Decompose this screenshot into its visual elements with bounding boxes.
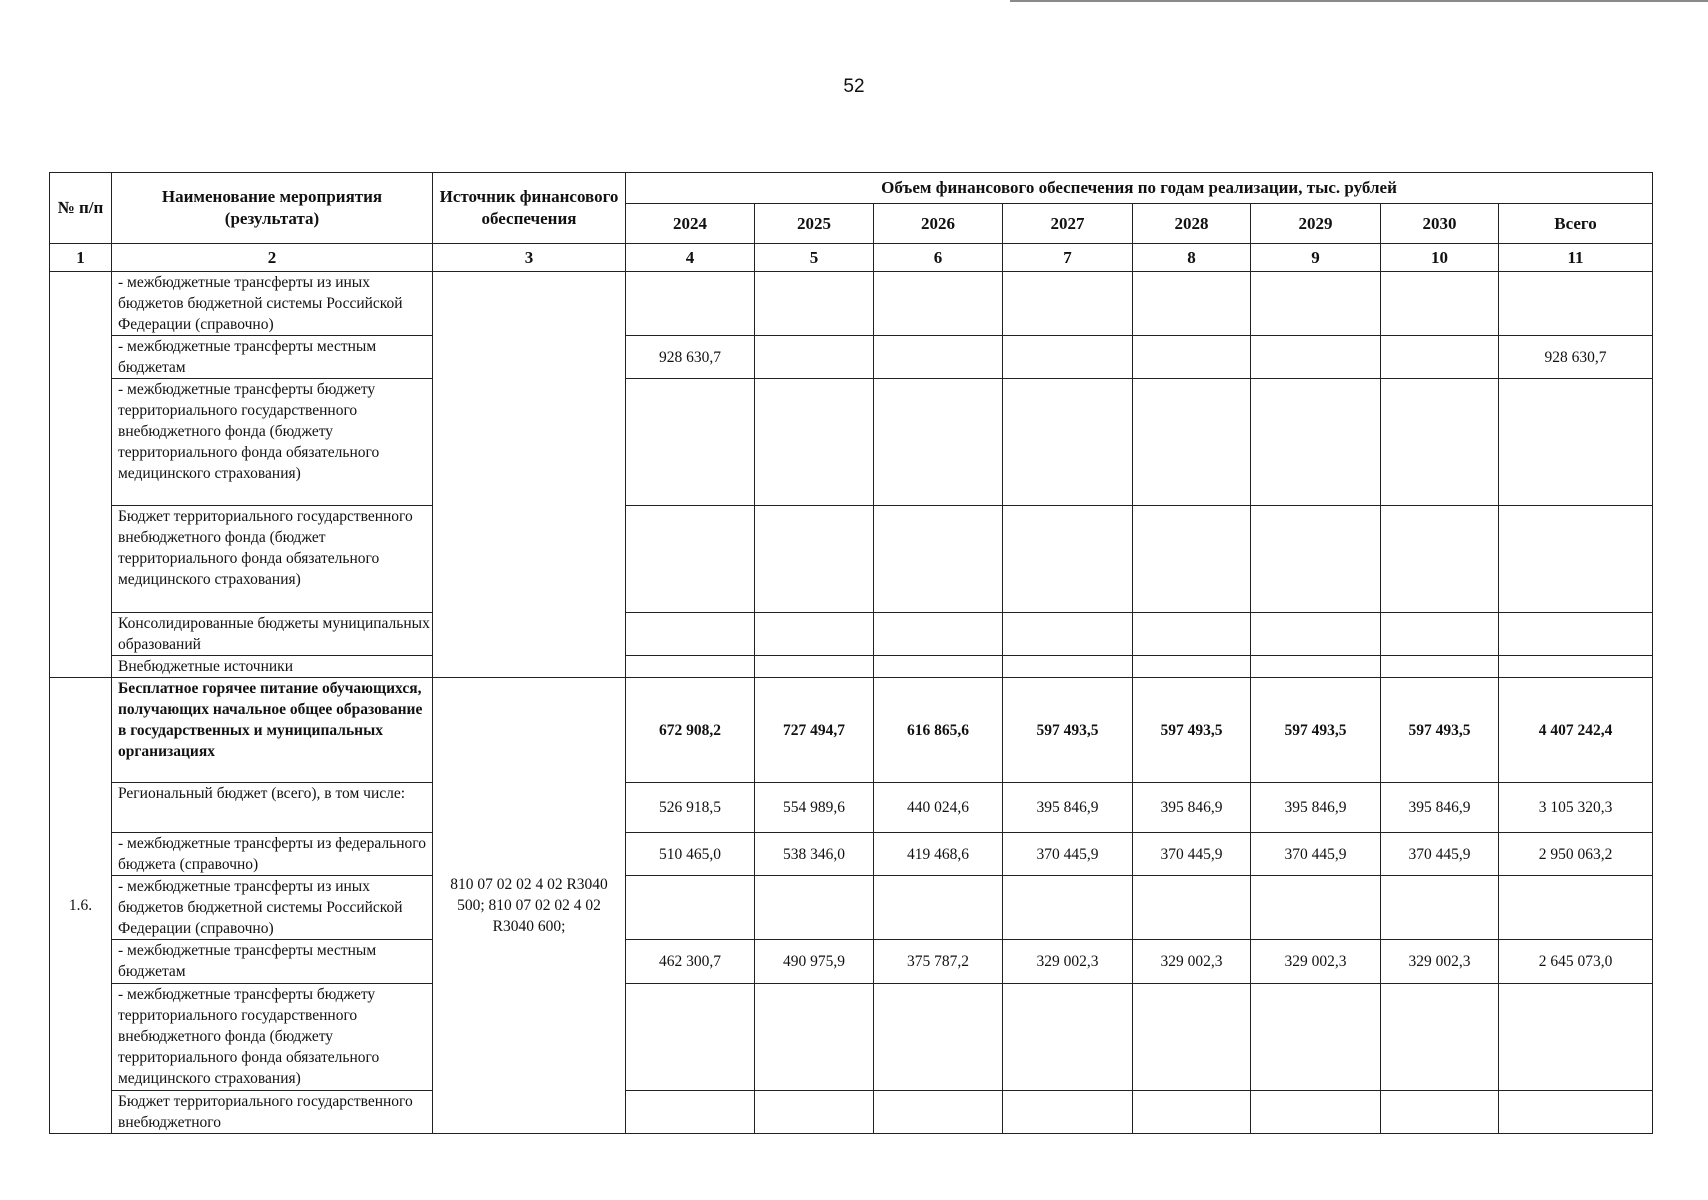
value-cell: 510 465,0 (626, 833, 755, 876)
row-number: 1.6. (50, 678, 112, 1134)
value-cell (626, 984, 755, 1091)
column-number: 7 (1003, 244, 1133, 272)
scan-top-line (1010, 0, 1708, 2)
value-cell (874, 506, 1003, 613)
value-cell (1133, 506, 1251, 613)
value-cell: 440 024,6 (874, 783, 1003, 833)
column-number: 1 (50, 244, 112, 272)
value-cell (1499, 656, 1653, 678)
table-row (50, 940, 1653, 984)
value-cell (874, 613, 1003, 656)
value-cell (874, 876, 1003, 940)
financing-table (49, 172, 1653, 1134)
value-cell: 526 918,5 (626, 783, 755, 833)
value-cell (1381, 379, 1499, 506)
value-cell (1499, 984, 1653, 1091)
value-cell (1003, 613, 1133, 656)
table-row (50, 984, 1653, 1091)
value-cell: 616 865,6 (874, 678, 1003, 783)
column-number: 10 (1381, 244, 1499, 272)
value-cell: 2 645 073,0 (1499, 940, 1653, 984)
value-cell: 490 975,9 (755, 940, 874, 984)
value-cell (1133, 1091, 1251, 1134)
table-row (50, 876, 1653, 940)
value-cell: 928 630,7 (1499, 336, 1653, 379)
value-cell (1003, 506, 1133, 613)
value-cell: 554 989,6 (755, 783, 874, 833)
row-name: - межбюджетные трансферты бюджету территориального государственного внебюджетного фонда (бюджету территориального фонда обязательного медицинского страхования) (112, 379, 433, 506)
header-year: 2025 (755, 204, 874, 244)
value-cell (1499, 1091, 1653, 1134)
row-name: Бюджет территориального государственного внебюджетного (112, 1091, 433, 1134)
row-name: Консолидированные бюджеты муниципальных образований (112, 613, 433, 656)
value-cell (874, 336, 1003, 379)
value-cell: 375 787,2 (874, 940, 1003, 984)
value-cell (1251, 379, 1381, 506)
column-number: 4 (626, 244, 755, 272)
value-cell (1499, 876, 1653, 940)
value-cell: 329 002,3 (1381, 940, 1499, 984)
value-cell (1381, 656, 1499, 678)
row-name: Бесплатное горячее питание обучающихся, получающих начальное общее образование в государственных и муниципальных организациях (112, 678, 433, 783)
row-name: - межбюджетные трансферты местным бюджетам (112, 940, 433, 984)
column-number: 2 (112, 244, 433, 272)
table-row (50, 272, 1653, 336)
value-cell (626, 1091, 755, 1134)
value-cell (626, 656, 755, 678)
value-cell (1133, 984, 1251, 1091)
header-year: 2026 (874, 204, 1003, 244)
value-cell (755, 613, 874, 656)
value-cell (874, 379, 1003, 506)
value-cell (626, 506, 755, 613)
value-cell: 672 908,2 (626, 678, 755, 783)
value-cell (755, 336, 874, 379)
column-number: 5 (755, 244, 874, 272)
value-cell: 928 630,7 (626, 336, 755, 379)
row-source: 810 07 02 02 4 02 R3040 500; 810 07 02 02 4 02 R3040 600; (433, 678, 626, 1134)
value-cell (1003, 379, 1133, 506)
header-year: 2024 (626, 204, 755, 244)
value-cell (1381, 984, 1499, 1091)
row-name: - межбюджетные трансферты из иных бюджетов бюджетной системы Российской Федерации (справочно) (112, 876, 433, 940)
column-number: 3 (433, 244, 626, 272)
column-number: 9 (1251, 244, 1381, 272)
value-cell (1133, 272, 1251, 336)
value-cell (1499, 613, 1653, 656)
row-name: Бюджет территориального государственного внебюджетного фонда (бюджет территориального фонда обязательного медицинского страхования) (112, 506, 433, 613)
value-cell (1133, 613, 1251, 656)
value-cell (755, 876, 874, 940)
value-cell (1003, 272, 1133, 336)
table-row (50, 783, 1653, 833)
value-cell (1499, 379, 1653, 506)
value-cell (1251, 1091, 1381, 1134)
value-cell: 370 445,9 (1381, 833, 1499, 876)
row-name: - межбюджетные трансферты из иных бюджетов бюджетной системы Российской Федерации (справочно) (112, 272, 433, 336)
row-name: - межбюджетные трансферты местным бюджетам (112, 336, 433, 379)
value-cell (1133, 379, 1251, 506)
value-cell (1251, 272, 1381, 336)
column-number-row (50, 244, 1653, 272)
row-number-empty (50, 272, 112, 678)
value-cell: 329 002,3 (1251, 940, 1381, 984)
row-name: Внебюджетные источники (112, 656, 433, 678)
value-cell (1381, 336, 1499, 379)
header-year: 2029 (1251, 204, 1381, 244)
value-cell (1133, 876, 1251, 940)
value-cell: 597 493,5 (1133, 678, 1251, 783)
header-volume: Объем финансового обеспечения по годам реализации, тыс. рублей (626, 173, 1653, 204)
value-cell (1499, 506, 1653, 613)
value-cell (626, 876, 755, 940)
value-cell: 597 493,5 (1381, 678, 1499, 783)
header-total: Всего (1499, 204, 1653, 244)
value-cell (626, 272, 755, 336)
value-cell (1381, 876, 1499, 940)
value-cell: 597 493,5 (1251, 678, 1381, 783)
value-cell (1003, 984, 1133, 1091)
value-cell: 370 445,9 (1003, 833, 1133, 876)
table-row (50, 656, 1653, 678)
value-cell (1381, 506, 1499, 613)
header-year: 2030 (1381, 204, 1499, 244)
value-cell (1003, 1091, 1133, 1134)
column-number: 6 (874, 244, 1003, 272)
value-cell: 419 468,6 (874, 833, 1003, 876)
value-cell: 597 493,5 (1003, 678, 1133, 783)
value-cell (1133, 336, 1251, 379)
value-cell (626, 379, 755, 506)
value-cell (1251, 876, 1381, 940)
value-cell (1251, 613, 1381, 656)
table-row (50, 1091, 1653, 1134)
table-row (50, 336, 1653, 379)
value-cell: 2 950 063,2 (1499, 833, 1653, 876)
value-cell: 538 346,0 (755, 833, 874, 876)
value-cell (1251, 336, 1381, 379)
value-cell (755, 272, 874, 336)
value-cell (1381, 272, 1499, 336)
table-row (50, 613, 1653, 656)
value-cell (755, 379, 874, 506)
value-cell (1003, 336, 1133, 379)
column-number: 8 (1133, 244, 1251, 272)
row-source-empty (433, 272, 626, 678)
value-cell: 3 105 320,3 (1499, 783, 1653, 833)
value-cell (1381, 613, 1499, 656)
header-name: Наименование мероприятия (результата) (112, 173, 433, 244)
page-number: 52 (843, 76, 865, 97)
value-cell (874, 984, 1003, 1091)
value-cell (1133, 656, 1251, 678)
table-row (50, 833, 1653, 876)
value-cell (1251, 656, 1381, 678)
header-year: 2028 (1133, 204, 1251, 244)
value-cell: 395 846,9 (1003, 783, 1133, 833)
table-row (50, 379, 1653, 506)
value-cell (1251, 984, 1381, 1091)
table-row (50, 678, 1653, 783)
value-cell (1381, 1091, 1499, 1134)
value-cell (874, 272, 1003, 336)
value-cell (1251, 506, 1381, 613)
row-name: - межбюджетные трансферты бюджету территориального государственного внебюджетного фонда (бюджету территориального фонда обязательного медицинского страхования) (112, 984, 433, 1091)
header-number: № п/п (50, 173, 112, 244)
value-cell (626, 613, 755, 656)
value-cell (1003, 656, 1133, 678)
value-cell (874, 1091, 1003, 1134)
value-cell: 727 494,7 (755, 678, 874, 783)
value-cell: 370 445,9 (1133, 833, 1251, 876)
value-cell (755, 984, 874, 1091)
table-row (50, 506, 1653, 613)
header-source: Источник финансового обеспечения (433, 173, 626, 244)
value-cell (755, 656, 874, 678)
column-number: 11 (1499, 244, 1653, 272)
value-cell (874, 656, 1003, 678)
value-cell: 370 445,9 (1251, 833, 1381, 876)
value-cell: 395 846,9 (1251, 783, 1381, 833)
header-year: 2027 (1003, 204, 1133, 244)
row-name: - межбюджетные трансферты из федерального бюджета (справочно) (112, 833, 433, 876)
value-cell: 4 407 242,4 (1499, 678, 1653, 783)
value-cell: 395 846,9 (1133, 783, 1251, 833)
value-cell (1499, 272, 1653, 336)
value-cell: 462 300,7 (626, 940, 755, 984)
value-cell (755, 506, 874, 613)
value-cell (1003, 876, 1133, 940)
value-cell: 329 002,3 (1133, 940, 1251, 984)
value-cell: 395 846,9 (1381, 783, 1499, 833)
value-cell (755, 1091, 874, 1134)
row-name: Региональный бюджет (всего), в том числе: (112, 783, 433, 833)
value-cell: 329 002,3 (1003, 940, 1133, 984)
